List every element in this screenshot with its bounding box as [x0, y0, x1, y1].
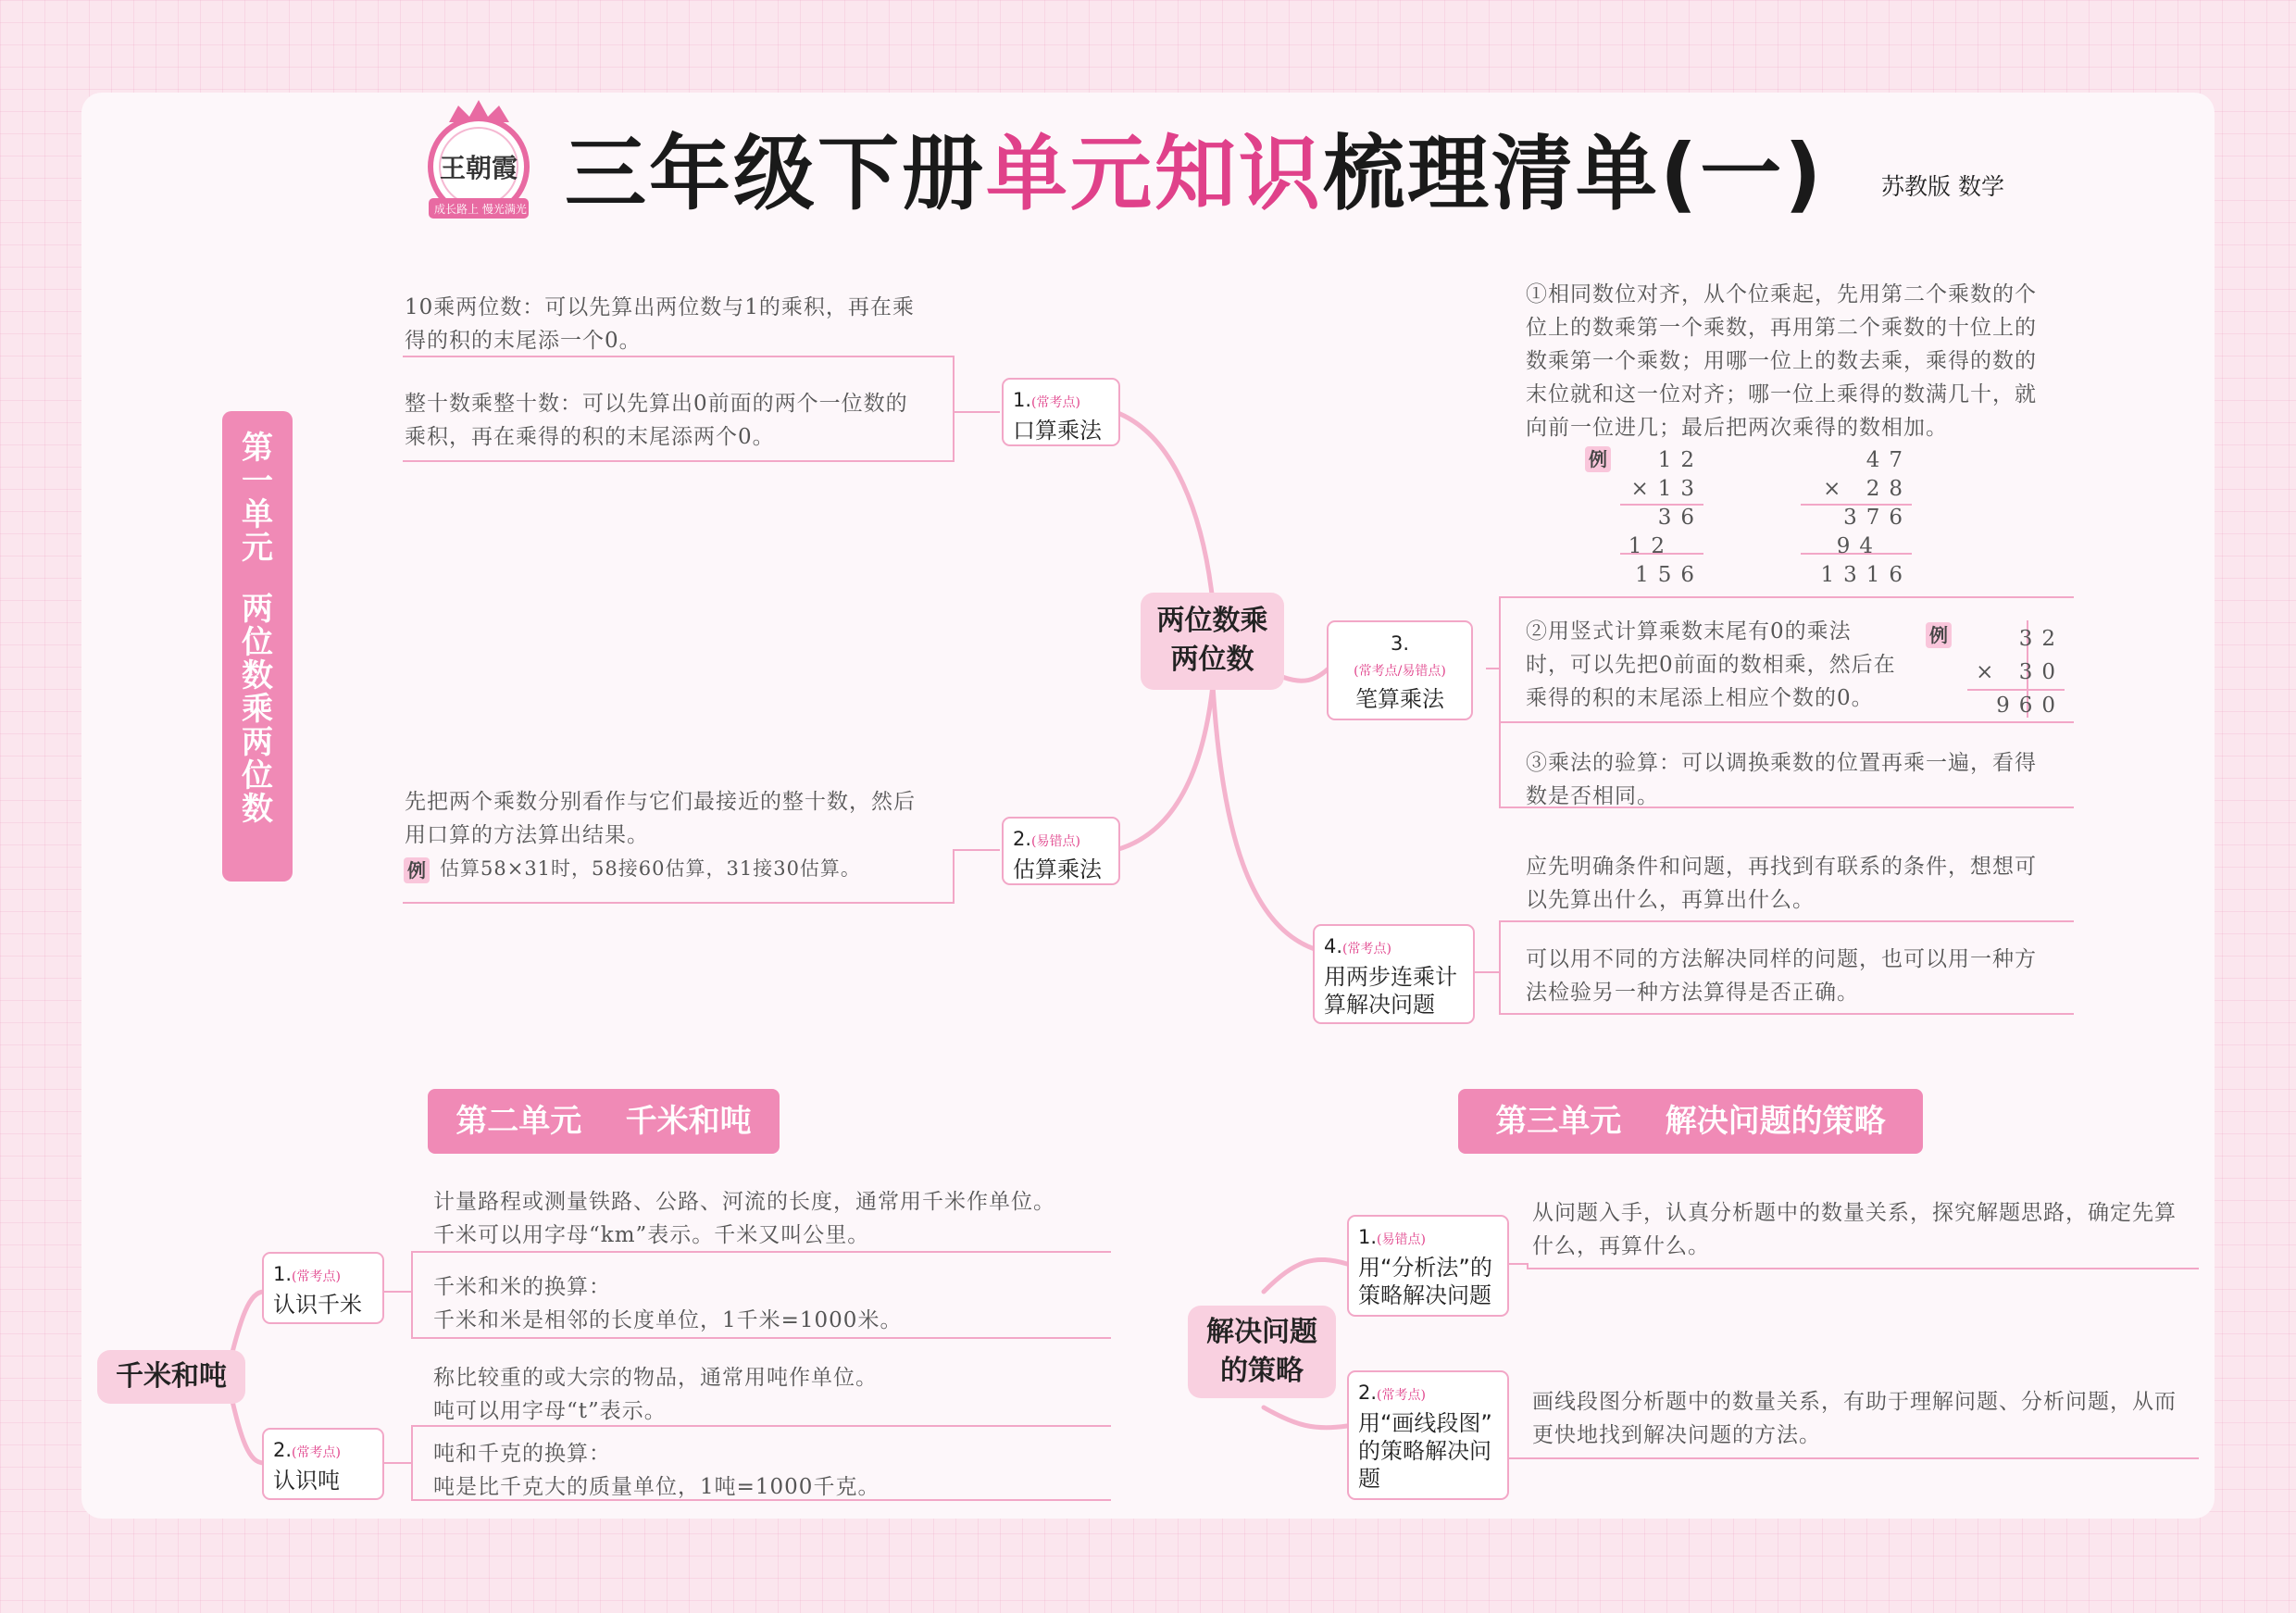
text-line: 吨和千克的换算： — [433, 1442, 611, 1466]
text-line: 应先明确条件和问题，再找到有联系的条件，想想可 — [1526, 855, 2037, 879]
text-line: 末位就和这一位对齐；哪一位上乘得的数满几十，就 — [1526, 382, 2037, 406]
text-line: 更快地找到解决问题的方法。 — [1532, 1423, 1821, 1447]
unit3-node-analysis — [1347, 1215, 1509, 1317]
unit1-title-char: 数 — [242, 657, 273, 694]
calc-row: 156 — [1635, 563, 1703, 587]
title-highlight: 单元知识 — [986, 126, 1324, 221]
node-tag: (常考点) — [292, 1269, 341, 1284]
node-label: 用两步连乘计 — [1324, 964, 1457, 990]
node-tag: (易错点) — [1031, 834, 1080, 849]
text-line: 千米可以用字母“km”表示。千米又叫公里。 — [433, 1223, 870, 1247]
unit3-node-line-segment — [1347, 1370, 1509, 1500]
unit1-title-char: 乘 — [242, 691, 273, 728]
node-label: 认识千米 — [273, 1292, 362, 1318]
text-written-step1 — [1526, 278, 2037, 444]
text-line: 可以用不同的方法解决同样的问题，也可以用一种方 — [1526, 947, 2037, 971]
title-suffix: 梳理清单(一) — [1323, 126, 1825, 221]
node-tag: (常考点) — [1031, 395, 1080, 410]
text-line: 位上的数乘第一个乘数，再用第二个乘数的十位上的 — [1526, 316, 2037, 340]
text-two-step-2 — [1526, 943, 2037, 1009]
unit1-node-written-multiplication — [1327, 620, 1473, 720]
unit1-title-char: 位 — [242, 757, 273, 794]
text-line: 得的积的末尾添一个0。 — [405, 329, 642, 353]
unit1-title-char: 位 — [242, 624, 273, 661]
node-tag: (常考点) — [292, 1445, 341, 1460]
text-ton-conversion — [433, 1437, 880, 1504]
unit1-title-char: 两 — [242, 591, 273, 628]
text-line: 画线段图分析题中的数量关系，有助于理解问题、分析问题，从而 — [1532, 1390, 2177, 1414]
page-title — [565, 109, 1824, 226]
calc-row: 1316 — [1820, 563, 1912, 587]
text-two-step-1 — [1526, 850, 2037, 917]
unit3-center-node — [1188, 1306, 1336, 1398]
text-line: 数乘第一个乘数；用哪一位上的数去乘，乘得的数的 — [1526, 349, 2037, 373]
text-written-step2 — [1526, 615, 1896, 715]
unit1-center-node — [1141, 593, 1284, 690]
calc-32x30 — [1963, 622, 2065, 722]
calc-row: × 30 — [1976, 660, 2065, 684]
unit2-node-ton — [262, 1428, 384, 1500]
brand-logo — [421, 94, 537, 222]
node-number: 2. — [1013, 828, 1032, 850]
text-analysis — [1532, 1196, 2177, 1263]
text-tens-times-tens — [405, 387, 908, 454]
text-line: 吨可以用字母“t”表示。 — [433, 1399, 667, 1423]
calc-row: 94 — [1836, 534, 1882, 558]
text-estimation — [405, 785, 916, 885]
unit1-title-char: 单 — [242, 496, 273, 533]
node-label: 认识吨 — [273, 1468, 340, 1494]
unit1-node-estimation — [1002, 817, 1120, 885]
node-label: 用“分析法”的 — [1358, 1255, 1492, 1281]
unit1-title-gap — [222, 565, 293, 593]
text-line: 向前一位进几；最后把两次乘得的数相加。 — [1526, 416, 1948, 440]
calc-row: 12 — [1628, 534, 1674, 558]
text-line: 时，可以先把0前面的数相乘，然后在 — [1526, 653, 1896, 677]
text-line: ②用竖式计算乘数末尾有0的乘法 — [1526, 619, 1852, 644]
unit1-title-char: 数 — [242, 791, 273, 828]
calc-row: 376 — [1843, 506, 1912, 530]
node-label: 策略解决问题 — [1358, 1282, 1491, 1308]
example-badge: 例 — [404, 857, 430, 883]
calc-row: × 28 — [1823, 477, 1912, 501]
text-line: 从问题入手，认真分析题中的数量关系，探究解题思路，确定先算 — [1532, 1201, 2177, 1225]
text-line: 千米和米的换算： — [433, 1275, 611, 1299]
node-number: 1. — [273, 1263, 293, 1285]
unit1-title-char: 元 — [242, 530, 273, 567]
calc-row: 36 — [1657, 506, 1703, 530]
text-line: 吨是比千克大的质量单位，1吨=1000千克。 — [433, 1475, 880, 1499]
text-written-step3 — [1526, 746, 2037, 813]
unit1-title-char: 第 — [242, 430, 273, 467]
unit1-center-line1: 两位数乘 — [1156, 605, 1268, 637]
node-tag: (常考点) — [1342, 942, 1391, 957]
node-tag: (常考点/易错点) — [1354, 664, 1446, 679]
example-badge: 例 — [1585, 446, 1611, 472]
edition-label: 苏教版 数学 — [1881, 173, 2004, 200]
unit1-title-char: 两 — [242, 724, 273, 761]
unit3-center-line1: 解决问题 — [1206, 1316, 1317, 1348]
node-label: 题 — [1358, 1466, 1380, 1492]
text-line: 称比较重的或大宗的物品，通常用吨作单位。 — [433, 1366, 878, 1390]
text-ton-intro — [433, 1361, 878, 1428]
node-number: 3. — [1390, 632, 1410, 655]
unit1-center-line2: 两位数 — [1170, 644, 1254, 676]
node-label: 口算乘法 — [1013, 418, 1102, 444]
example-badge: 例 — [1926, 622, 1952, 648]
node-number: 2. — [273, 1439, 293, 1461]
unit2-node-kilometer — [262, 1252, 384, 1324]
text-line-segment — [1532, 1385, 2177, 1452]
text-line: 以先算出什么，再算出什么。 — [1526, 888, 1815, 912]
text-km-intro — [433, 1185, 1055, 1252]
text-line: 乘得的积的末尾添上相应个数的0。 — [1526, 686, 1874, 710]
calc-row: 47 — [1866, 448, 1912, 472]
unit3-center-line2: 的策略 — [1220, 1355, 1304, 1387]
text-line: ③乘法的验算：可以调换乘数的位置再乘一遍，看得 — [1526, 751, 2037, 775]
calc-row: 12 — [1657, 448, 1703, 472]
unit1-title — [222, 411, 293, 882]
node-tag: (易错点) — [1377, 1232, 1426, 1247]
text-line: 10乘两位数：可以先算出两位数与1的乘积，再在乘 — [405, 295, 915, 319]
node-tag: (常考点) — [1377, 1388, 1426, 1403]
text-line: 什么，再算什么。 — [1532, 1234, 1710, 1258]
text-10-times — [405, 291, 915, 357]
text-line: 数是否相同。 — [1526, 784, 1659, 808]
node-label: 笔算乘法 — [1355, 686, 1444, 712]
text-line: 千米和米是相邻的长度单位，1千米=1000米。 — [433, 1308, 903, 1332]
unit1-title-char: 一 — [242, 463, 273, 500]
unit2-center-node: 千米和吨 — [97, 1350, 245, 1404]
text-line: 乘积，再在乘得的积的末尾添两个0。 — [405, 425, 775, 449]
node-label: 算解决问题 — [1324, 992, 1435, 1018]
text-line: ①相同数位对齐，从个位乘起，先用第二个乘数的个 — [1526, 282, 2037, 306]
node-label: 估算乘法 — [1013, 857, 1102, 882]
calc-row: 32 — [2018, 627, 2065, 651]
unit1-node-two-step — [1313, 924, 1475, 1024]
node-number: 1. — [1013, 389, 1032, 411]
text-line: 整十数乘整十数：可以先算出0前面的两个一位数的 — [405, 392, 908, 416]
node-number: 4. — [1324, 935, 1343, 957]
unit3-title: 第三单元 解决问题的策略 — [1458, 1089, 1923, 1154]
text-line: 先把两个乘数分别看作与它们最接近的整十数，然后 — [405, 790, 916, 814]
logo-name: 王朝霞 — [440, 153, 518, 183]
logo-ribbon: 成长路上 慢光满光 — [434, 203, 527, 216]
unit2-title: 第二单元 千米和吨 — [428, 1089, 780, 1154]
estimate-example: 估算58×31时，58接60估算，31接30估算。 — [440, 857, 861, 880]
calc-47x28 — [1796, 446, 1912, 590]
unit1-node-oral-multiplication — [1002, 378, 1120, 446]
calc-12x13 — [1616, 446, 1703, 590]
text-line: 法检验另一种方法算得是否正确。 — [1526, 981, 1859, 1005]
node-label: 的策略解决问 — [1358, 1438, 1491, 1464]
node-number: 1. — [1358, 1226, 1378, 1248]
text-km-conversion — [433, 1270, 902, 1337]
node-number: 2. — [1358, 1382, 1378, 1404]
node-label: 用“画线段图” — [1358, 1410, 1492, 1436]
text-line: 用口算的方法算出结果。 — [405, 823, 649, 847]
title-prefix: 三年级下册 — [565, 126, 987, 221]
calc-row: 960 — [1996, 694, 2065, 718]
text-line: 计量路程或测量铁路、公路、河流的长度，通常用千米作单位。 — [433, 1190, 1055, 1214]
calc-row: ×13 — [1630, 477, 1703, 501]
